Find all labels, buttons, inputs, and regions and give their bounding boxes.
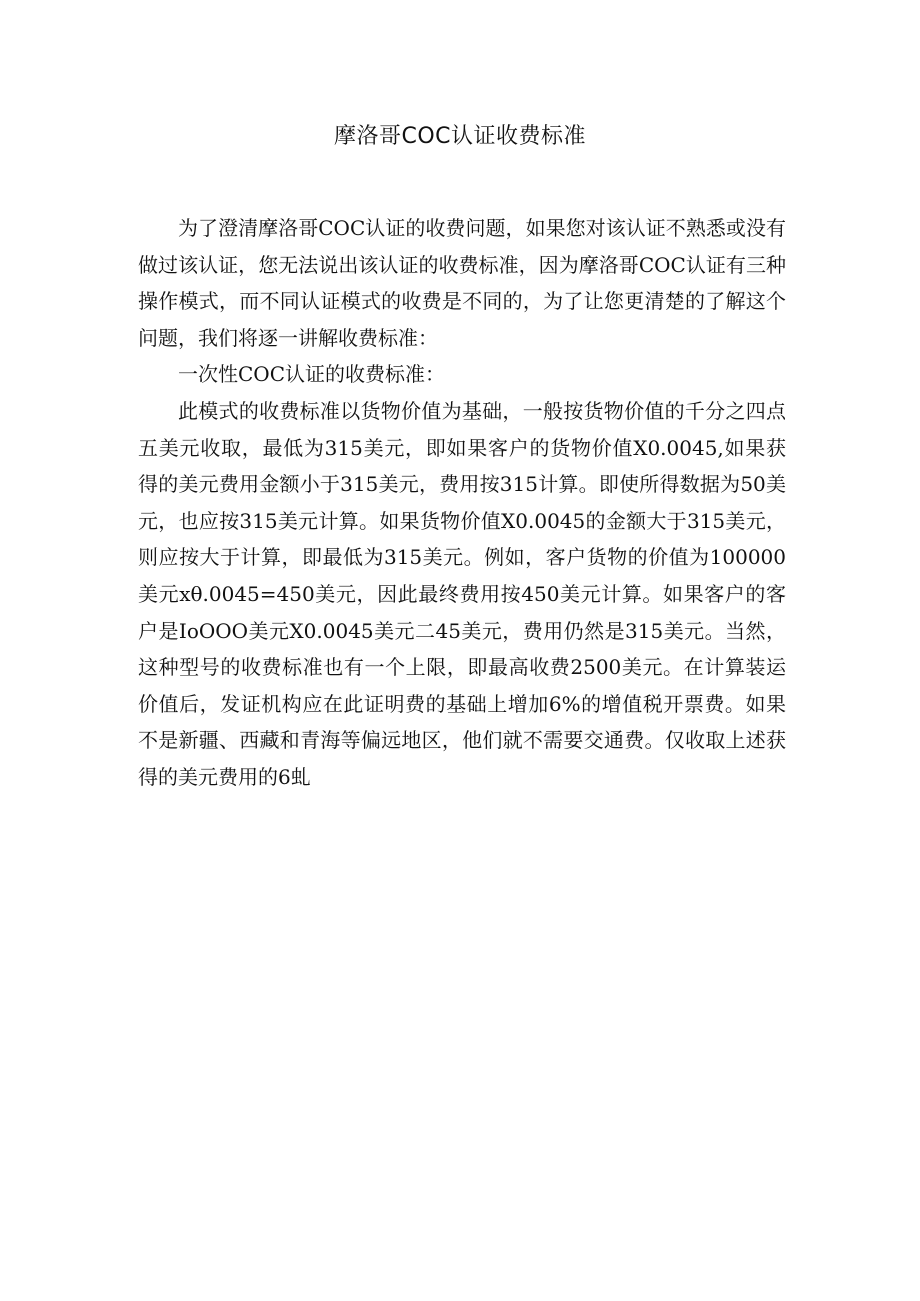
paragraph-intro: 为了澄清摩洛哥COC认证的收费问题，如果您对该认证不熟悉或没有做过该认证，您无法说出该认证的收费标准，因为摩洛哥COC认证有三种操作模式，而不同认证模式的收费是不同的，为了让您更清楚的了解这个问题，我们将逐一讲解收费标准： — [138, 216, 786, 350]
paragraph-section-heading: 一次性COC认证的收费标准： — [178, 362, 446, 387]
document-title: 摩洛哥COC认证收费标准 — [333, 124, 587, 149]
document-body — [138, 210, 786, 796]
paragraph-fee-details: 此模式的收费标准以货物价值为基础，一般按货物价值的千分之四点五美元收取，最低为315美元，即如果客户的货物价值X0.0045,如果获得的美元费用金额小于315美元，费用按315计算。即使所得数据为50美元，也应按315美元计算。如果货物价值X0.0045的金额大于315美元，则应按大于计算，即最低为315美元。例如，客户货物的价值为100000美元xθ.0045=450美元，因此最终费用按450美元计算。如果客户的客户是IoOOO美元X0.0045美元二45美元，费用仍然是315美元。当然，这种型号的收费标准也有一个上限，即最高收费2500美元。在计算装运价值后，发证机构应在此证明费的基础上增加6%的增值税开票费。如果不是新疆、西藏和青海等偏远地区，他们就不需要交通费。仅收取上述获得的美元费用的6虬 — [138, 398, 786, 789]
